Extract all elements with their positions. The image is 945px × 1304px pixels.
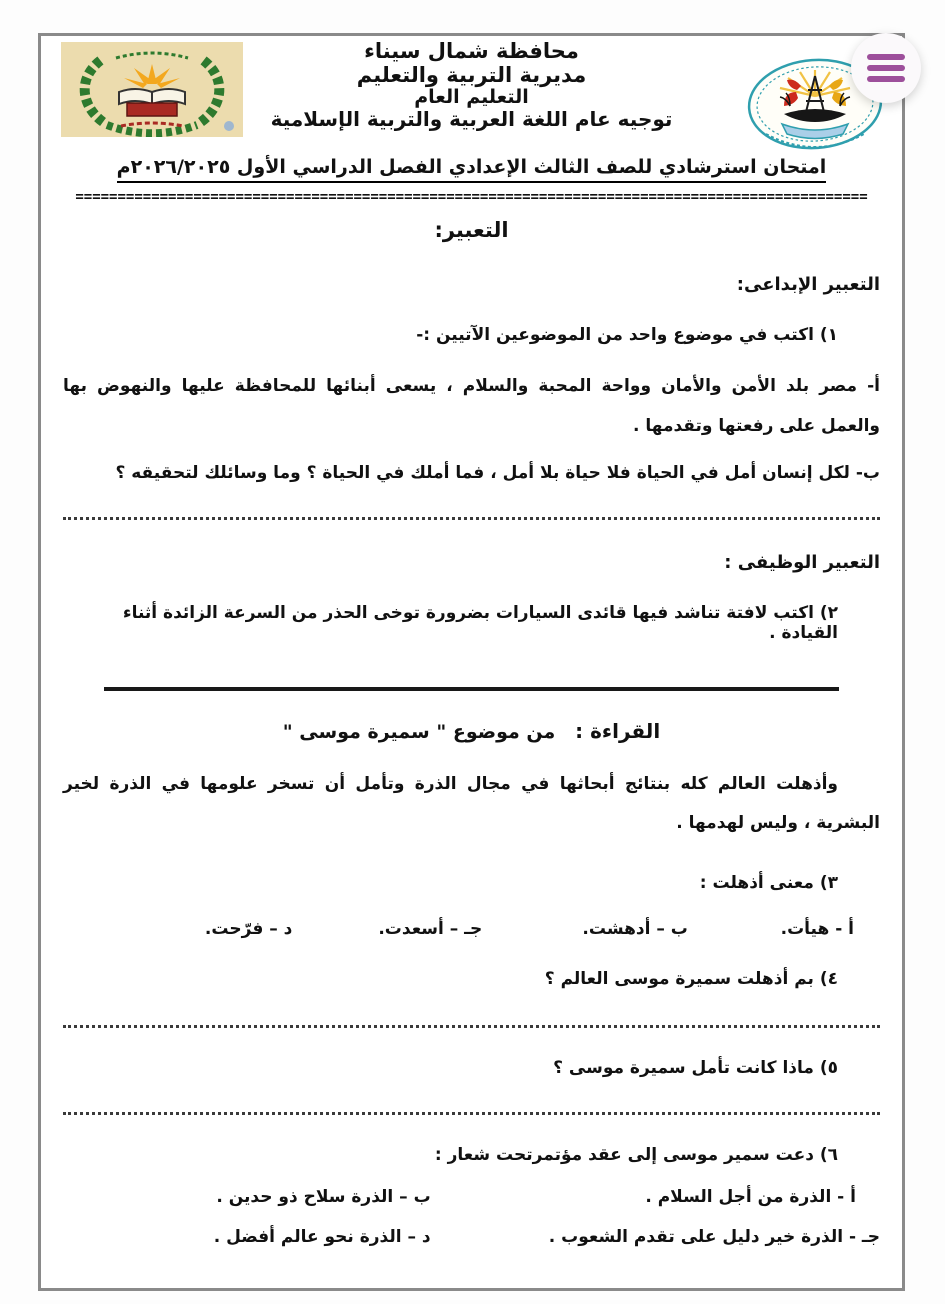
q6-option-a: أ - الذرة من أجل السلام . bbox=[645, 1187, 856, 1208]
hamburger-bar bbox=[867, 76, 905, 82]
education-type-line: التعليم العام bbox=[414, 86, 529, 109]
answer-dotted-line bbox=[63, 515, 880, 520]
exam-title-text: امتحان استرشادي للصف الثالث الإعدادي الفصل الدراسي الأول ٢٠٢٦/٢٠٢٥م bbox=[117, 156, 827, 183]
issuing-authority bbox=[246, 40, 697, 131]
section-divider-line bbox=[104, 687, 839, 691]
q3-option-d: د – فرّحت. bbox=[204, 919, 293, 940]
question-6-options bbox=[63, 1187, 880, 1247]
reading-section-heading bbox=[63, 719, 880, 743]
question-1-option-b: ب- لكل إنسان أمل في الحياة فلا حياة بلا أمل ، فما أملك في الحياة ؟ وما وسائلك لتحقيقه ؟ bbox=[115, 462, 880, 483]
question-6: ٦) دعت سمير موسى إلى عقد مؤتمرتحت شعار : bbox=[434, 1145, 838, 1166]
creative-expression-heading: التعبير الإبداعى: bbox=[736, 274, 880, 295]
exam-body bbox=[41, 218, 902, 1291]
q6-option-c: جـ - الذرة خير دليل على تقدم الشعوب . bbox=[548, 1227, 880, 1248]
governorate-line: محافظة شمال سيناء bbox=[364, 39, 579, 63]
supervision-line: توجيه عام اللغة العربية والتربية الإسلامية bbox=[270, 107, 673, 132]
q3-option-a: أ - هيأت. bbox=[780, 919, 854, 940]
q3-option-c: جـ – أسعدت. bbox=[378, 919, 483, 940]
question-2: ٢) اكتب لافتة تناشد فيها قائدى السيارات بضرورة توخى الحذر من السرعة الزائدة أثناء القيادة . bbox=[122, 602, 838, 643]
functional-expression-heading: التعبير الوظيفى : bbox=[724, 551, 880, 573]
reading-label: القراءة : bbox=[575, 718, 661, 743]
question-3: ٣) معنى أذهلت : bbox=[699, 873, 838, 894]
question-1: ١) اكتب في موضوع واحد من الموضوعين الآتيين :- bbox=[416, 325, 838, 345]
reading-passage: وأذهلت العالم كله بنتائج أبحاثها في مجال الذرة وتأمل أن تسخر علومها في الذرة لخير البشرية ، وليس لهدمها . bbox=[63, 773, 880, 833]
question-1-option-a: أ- مصر بلد الأمن والأمان وواحة المحبة والسلام ، يسعى أبنائها للمحافظة عليها والنهوض بها والعمل على رفعتها وتقدمها . bbox=[63, 376, 880, 436]
question-5: ٥) ماذا كانت تأمل سميرة موسى ؟ bbox=[553, 1058, 838, 1079]
exam-page bbox=[38, 33, 905, 1291]
hamburger-bar bbox=[867, 65, 905, 71]
answer-dotted-line bbox=[63, 1023, 880, 1028]
directorate-line: مديرية التربية والتعليم bbox=[356, 62, 587, 87]
hamburger-bar bbox=[867, 54, 905, 60]
answer-dotted-line bbox=[63, 1110, 880, 1115]
q3-option-b: ب – أدهشت. bbox=[582, 919, 688, 940]
expression-section-title: التعبير: bbox=[434, 218, 509, 242]
page-header bbox=[41, 36, 902, 156]
question-4: ٤) بم أذهلت سميرة موسى العالم ؟ bbox=[544, 969, 838, 990]
reading-topic: من موضوع " سميرة موسى " bbox=[282, 720, 556, 743]
q6-option-b: ب – الذرة سلاح ذو حدين . bbox=[216, 1187, 431, 1208]
exam-title bbox=[41, 156, 902, 183]
question-3-options bbox=[63, 919, 880, 939]
education-directorate-logo bbox=[61, 42, 243, 137]
q6-option-d: د – الذرة نحو عالم أفضل . bbox=[213, 1227, 431, 1248]
menu-button[interactable] bbox=[851, 33, 921, 103]
equals-divider: ============================================================================================== bbox=[75, 190, 868, 204]
